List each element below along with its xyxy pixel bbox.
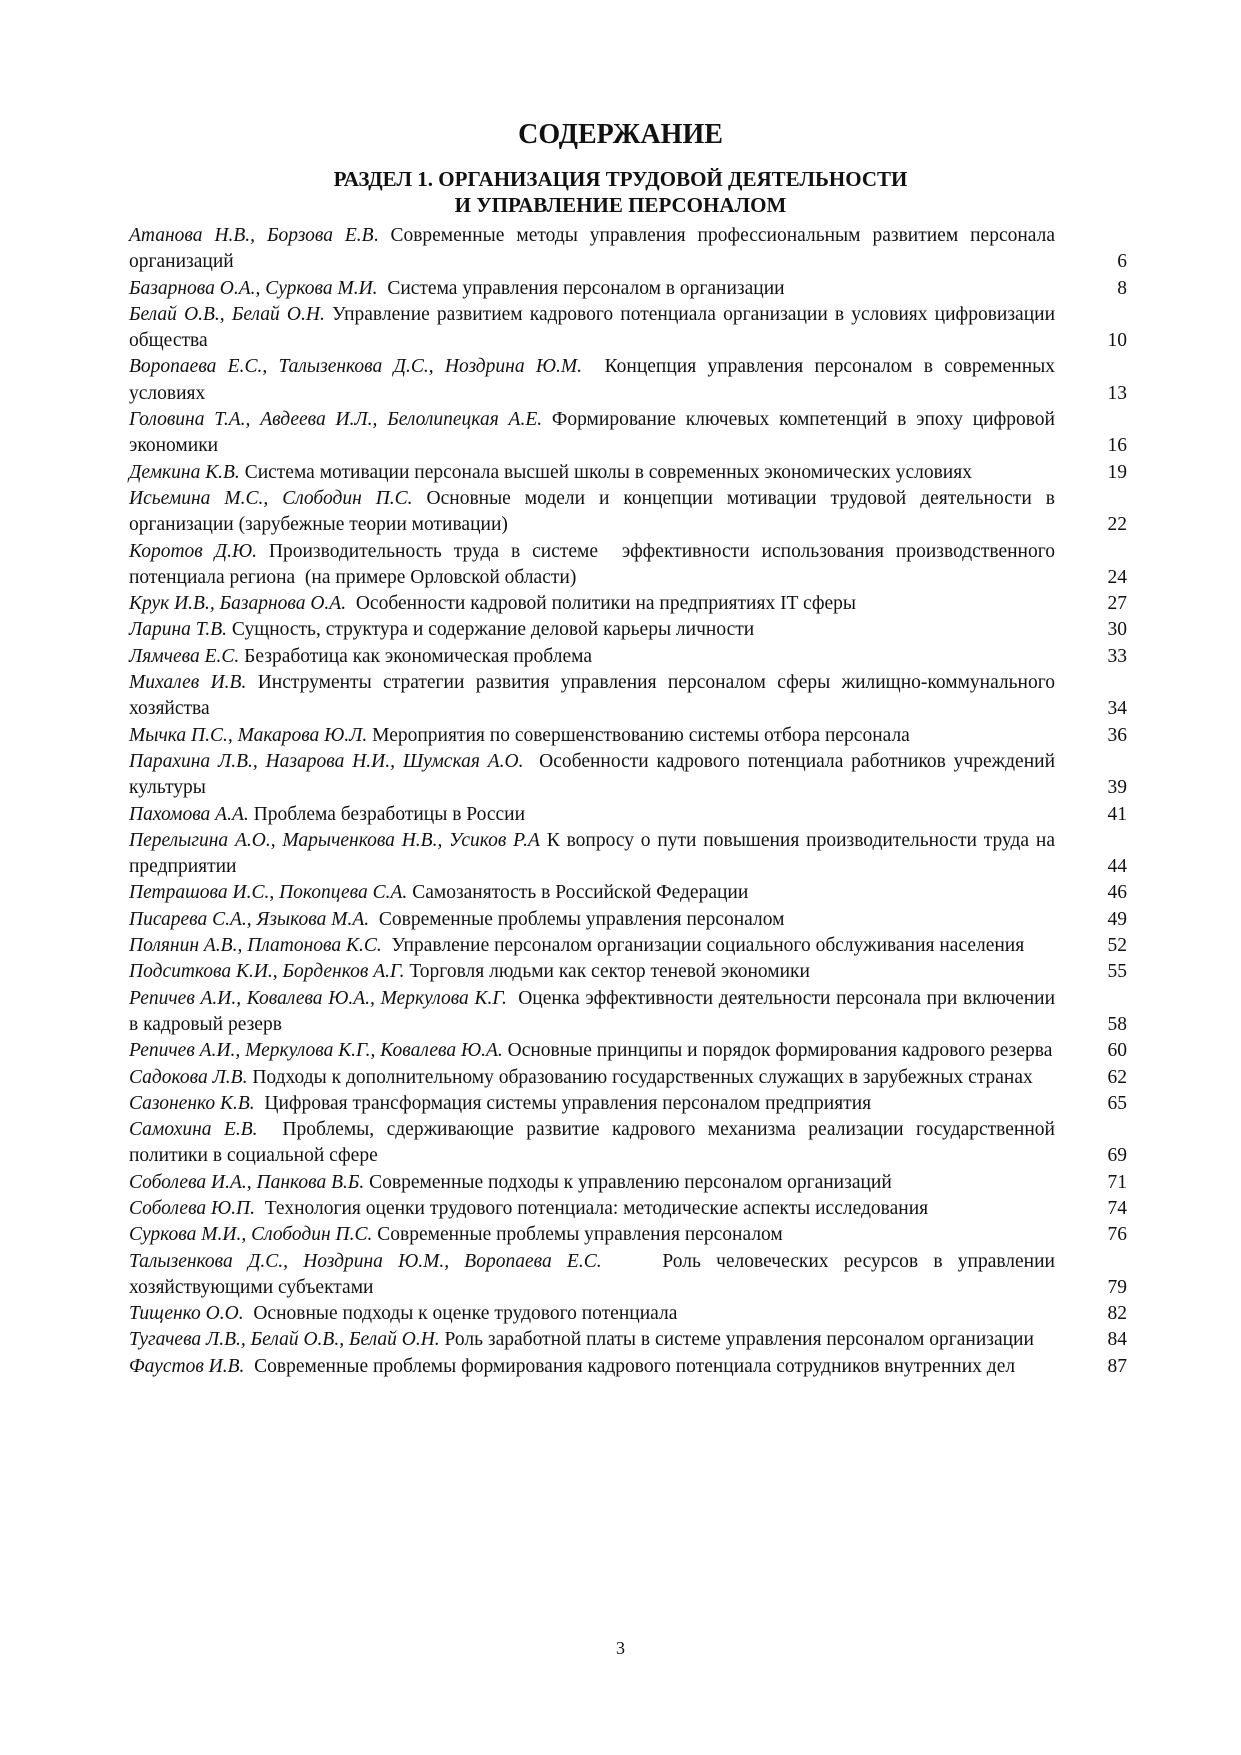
toc-entry-title: Мероприятия по совершенствованию системы отбора персонала bbox=[367, 724, 910, 746]
toc-entry-title: Основные принципы и порядок формирования кадрового резерва bbox=[502, 1040, 1053, 1062]
toc-entry bbox=[129, 591, 1127, 617]
toc-entry-title: Концепция управления персоналом в современных условиях bbox=[129, 356, 1060, 404]
toc-entry-text bbox=[129, 617, 1055, 643]
toc-entry-authors: Писарева С.А., Языкова М.А. bbox=[129, 908, 370, 930]
toc-entry-title: Сущность, структура и содержание деловой карьеры личности bbox=[227, 619, 755, 641]
toc-entry-authors: Базарнова О.А., Суркова М.И. bbox=[129, 277, 378, 299]
toc-entry-page: 82 bbox=[1107, 1303, 1127, 1325]
toc-entry-title: Торговля людьми как сектор теневой экономики bbox=[404, 961, 810, 983]
toc-entry-text bbox=[129, 1196, 1055, 1222]
toc-entry-page: 46 bbox=[1107, 882, 1127, 904]
toc-entry bbox=[129, 617, 1127, 643]
toc-entry-text bbox=[129, 959, 1055, 985]
toc-entry bbox=[129, 933, 1127, 959]
toc-entry-title: Особенности кадрового потенциала работников учреждений культуры bbox=[129, 750, 1060, 799]
toc-entry-page: 34 bbox=[1107, 698, 1127, 720]
toc-entry-title: Управление персоналом организации социального обслуживания населения bbox=[381, 935, 1025, 957]
toc-entry-authors: Подситкова К.И., Борденков А.Г. bbox=[129, 961, 405, 983]
section-heading-line-1: РАЗДЕЛ 1. ОРГАНИЗАЦИЯ ТРУДОВОЙ ДЕЯТЕЛЬНОСТИ bbox=[333, 167, 908, 191]
toc-entry-title: Основные модели и концепции мотивации трудовой деятельности в организации (зарубежные теории мотивации) bbox=[129, 487, 1060, 536]
toc-entry bbox=[129, 407, 1127, 460]
toc-entry-authors: Мычка П.С., Макарова Ю.Л. bbox=[129, 724, 368, 746]
toc-entry-title: Самозанятость в Российской Федерации bbox=[407, 882, 749, 904]
toc-entry-text bbox=[129, 1327, 1055, 1353]
toc-entry-authors: Тищенко О.О. bbox=[129, 1303, 244, 1325]
toc-entry-page: 39 bbox=[1107, 777, 1127, 799]
toc-entry-title: Современные подходы к управлению персоналом организаций bbox=[364, 1171, 892, 1193]
page-title: СОДЕРЖАНИЕ bbox=[518, 119, 723, 150]
toc-entry bbox=[129, 486, 1127, 539]
toc-entry-text bbox=[129, 407, 1060, 460]
toc-entry-page: 13 bbox=[1107, 382, 1127, 404]
toc-entry-page: 74 bbox=[1107, 1197, 1127, 1219]
toc-entry-text bbox=[129, 986, 1060, 1039]
toc-entry bbox=[129, 959, 1127, 985]
toc-entry-authors: Садокова Л.В. bbox=[129, 1066, 248, 1088]
toc-entry-text bbox=[129, 933, 1055, 959]
toc-entry-authors: Перелыгина А.О., Марыченкова Н.В., Усиков Р.А bbox=[129, 829, 540, 851]
toc-entry-text bbox=[129, 486, 1060, 539]
toc-entry bbox=[129, 1327, 1127, 1353]
toc-entry-title: Роль человеческих ресурсов в управлении хозяйствующими субъектами bbox=[129, 1250, 1060, 1298]
toc-entry-text bbox=[129, 223, 1060, 276]
toc-entry bbox=[129, 223, 1127, 276]
toc-entry-text bbox=[129, 723, 1055, 749]
toc-entry-text bbox=[129, 1301, 1055, 1327]
toc-entry bbox=[129, 723, 1127, 749]
toc-entry-title: Современные проблемы управления персоналом bbox=[372, 1224, 783, 1246]
toc-entry-page: 84 bbox=[1107, 1329, 1127, 1351]
toc-entry-authors: Полянин А.В., Платонова К.С. bbox=[129, 935, 382, 957]
toc-entry-authors: Исьемина М.С., Слободин П.С. bbox=[129, 487, 413, 509]
toc-entry-page: 58 bbox=[1107, 1013, 1127, 1035]
toc-entry-page: 27 bbox=[1107, 593, 1127, 615]
toc-entry-page: 16 bbox=[1107, 435, 1127, 457]
toc-entry-authors: Воропаева Е.С., Талызенкова Д.С., Ноздрина Ю.М. bbox=[129, 356, 583, 378]
toc-entry-authors: Белай О.В., Белай О.Н. bbox=[129, 303, 325, 325]
toc-entry-page: 76 bbox=[1107, 1224, 1127, 1246]
toc-entry bbox=[129, 354, 1127, 407]
toc-entry-text bbox=[129, 1117, 1060, 1170]
toc-entry-text bbox=[129, 644, 1055, 670]
toc-entry-text bbox=[129, 802, 1055, 828]
toc-entry-text bbox=[129, 276, 1055, 302]
toc-entry-text bbox=[129, 880, 1055, 906]
toc-entry-authors: Демкина К.В. bbox=[129, 461, 240, 483]
toc-entry bbox=[129, 1354, 1127, 1380]
toc-entry bbox=[129, 460, 1127, 486]
toc-entry-title: Безработица как экономическая проблема bbox=[239, 645, 592, 667]
toc-entry-text bbox=[129, 1065, 1055, 1091]
toc-entry-authors: Петрашова И.С., Покопцева С.А. bbox=[129, 882, 408, 904]
toc-entry-authors: Головина Т.А., Авдеева И.Л., Белолипецкая А.Е. bbox=[129, 409, 543, 431]
toc-entry-authors: Самохина Е.В. bbox=[129, 1119, 258, 1141]
toc-entry-page: 6 bbox=[1117, 251, 1127, 273]
toc-entry-title: Проблема безработицы в России bbox=[248, 803, 526, 825]
toc-entry-authors: Атанова Н.В., Борзова Е.В bbox=[129, 225, 374, 246]
toc-entry-text bbox=[129, 302, 1060, 355]
toc-entry-authors: Талызенкова Д.С., Ноздрина Ю.М., Воропаева Е.С. bbox=[129, 1250, 602, 1272]
toc-entry-page: 44 bbox=[1107, 856, 1127, 878]
toc-entry-title: Система управления персоналом в организации bbox=[377, 277, 785, 299]
toc-entry-page: 79 bbox=[1107, 1276, 1127, 1298]
toc-entry-title: Подходы к дополнительному образованию государственных служащих в зарубежных странах bbox=[247, 1066, 1033, 1088]
toc-entry-authors: Коротов Д.Ю. bbox=[129, 540, 257, 562]
table-of-contents bbox=[129, 223, 1127, 1380]
toc-entry-page: 33 bbox=[1107, 645, 1127, 667]
toc-entry-text bbox=[129, 354, 1060, 407]
section-heading-line-2: И УПРАВЛЕНИЕ ПЕРСОНАЛОМ bbox=[454, 193, 787, 217]
toc-entry-title: Роль заработной платы в системе управления персоналом организации bbox=[439, 1329, 1034, 1351]
toc-entry-title: Особенности кадровой политики на предприятиях IT сферы bbox=[346, 593, 857, 615]
toc-entry-authors: Парахина Л.В., Назарова Н.И., Шумская А.О. bbox=[129, 750, 524, 772]
toc-entry-text bbox=[129, 828, 1060, 881]
toc-entry-page: 8 bbox=[1117, 277, 1127, 299]
toc-entry-page: 69 bbox=[1107, 1145, 1127, 1167]
toc-entry bbox=[129, 1196, 1127, 1222]
toc-entry bbox=[129, 907, 1127, 933]
toc-entry bbox=[129, 644, 1127, 670]
toc-entry-authors: Соболева И.А., Панкова В.Б. bbox=[129, 1171, 365, 1193]
toc-entry bbox=[129, 802, 1127, 828]
toc-entry-title: Формирование ключевых компетенций в эпоху цифровой экономики bbox=[129, 409, 1060, 457]
toc-entry-title: Современные проблемы управления персоналом bbox=[369, 908, 785, 930]
toc-entry-page: 65 bbox=[1107, 1092, 1127, 1114]
toc-entry-page: 60 bbox=[1107, 1040, 1127, 1062]
page-number: 3 bbox=[616, 1638, 625, 1658]
toc-entry-title: Современные проблемы формирования кадрового потенциала сотрудников внутренних дел bbox=[244, 1355, 1016, 1377]
toc-entry-authors: Тугачева Л.В., Белай О.В., Белай О.Н. bbox=[129, 1329, 440, 1351]
toc-entry bbox=[129, 880, 1127, 906]
toc-entry bbox=[129, 302, 1127, 355]
toc-entry bbox=[129, 749, 1127, 802]
toc-entry-text bbox=[129, 1091, 1055, 1117]
toc-entry-page: 71 bbox=[1107, 1171, 1127, 1193]
toc-entry-text bbox=[129, 749, 1060, 802]
toc-entry-title: Производительность труда в системе эффективности использования производственного потенциала региона (на примере Орловской области) bbox=[129, 540, 1060, 588]
toc-entry-page: 36 bbox=[1107, 724, 1127, 746]
toc-entry-authors: Сазоненко К.В. bbox=[129, 1092, 255, 1114]
toc-entry-authors: Репичев А.И., Меркулова К.Г., Ковалева Ю.А. bbox=[129, 1040, 503, 1062]
toc-entry-page: 41 bbox=[1107, 803, 1127, 825]
toc-entry bbox=[129, 1065, 1127, 1091]
toc-entry bbox=[129, 1222, 1127, 1248]
toc-entry-title: Проблемы, сдерживающие развитие кадрового механизма реализации государственной политики в социальной сфере bbox=[129, 1119, 1060, 1167]
toc-entry-authors: Репичев А.И., Ковалева Ю.А., Меркулова К.Г. bbox=[129, 987, 507, 1009]
toc-entry-text bbox=[129, 591, 1055, 617]
toc-entry bbox=[129, 1117, 1127, 1170]
toc-entry-text bbox=[129, 670, 1060, 723]
toc-entry bbox=[129, 670, 1127, 723]
toc-entry-title: Основные подходы к оценке трудового потенциала bbox=[243, 1303, 678, 1325]
toc-entry-text bbox=[129, 460, 1055, 486]
toc-entry-text bbox=[129, 539, 1060, 592]
toc-entry bbox=[129, 1038, 1127, 1064]
toc-entry-title: Система мотивации персонала высшей школы в современных экономических условиях bbox=[239, 461, 972, 483]
toc-entry bbox=[129, 1170, 1127, 1196]
toc-entry bbox=[129, 828, 1127, 881]
toc-entry bbox=[129, 539, 1127, 592]
toc-entry-text bbox=[129, 1222, 1055, 1248]
toc-entry-text bbox=[129, 1249, 1060, 1302]
toc-entry-authors: Пахомова А.А. bbox=[129, 803, 249, 825]
toc-entry-page: 10 bbox=[1107, 330, 1127, 352]
toc-entry-authors: Фаустов И.В. bbox=[129, 1355, 245, 1377]
toc-entry-text bbox=[129, 1038, 1055, 1064]
toc-entry-title: Управление развитием кадрового потенциала организации в условиях цифровизации общества bbox=[129, 303, 1060, 352]
toc-entry-page: 87 bbox=[1107, 1355, 1127, 1377]
toc-entry-page: 52 bbox=[1107, 935, 1127, 957]
toc-entry bbox=[129, 1091, 1127, 1117]
toc-entry bbox=[129, 986, 1127, 1039]
toc-entry-title: . Современные методы управления профессиональным развитием персонала организаций bbox=[129, 225, 1060, 273]
toc-entry bbox=[129, 1301, 1127, 1327]
toc-entry-text bbox=[129, 1354, 1055, 1380]
toc-entry-page: 55 bbox=[1107, 961, 1127, 983]
toc-entry-title: Технология оценки трудового потенциала: методические аспекты исследования bbox=[255, 1197, 929, 1219]
toc-entry-title: К вопросу о пути повышения производительности труда на предприятии bbox=[129, 829, 1060, 878]
toc-entry-page: 49 bbox=[1107, 908, 1127, 930]
toc-entry-page: 30 bbox=[1107, 619, 1127, 641]
section-heading bbox=[0, 166, 1241, 218]
toc-entry-page: 22 bbox=[1107, 514, 1127, 536]
toc-entry-authors: Суркова М.И., Слободин П.С. bbox=[129, 1224, 373, 1246]
toc-entry-page: 19 bbox=[1107, 461, 1127, 483]
toc-entry-authors: Михалев И.В. bbox=[129, 672, 247, 694]
toc-entry-page: 24 bbox=[1107, 566, 1127, 588]
toc-entry bbox=[129, 276, 1127, 302]
toc-entry-title: Оценка эффективности деятельности персонала при включении в кадровый резерв bbox=[129, 987, 1060, 1035]
toc-entry-title: Цифровая трансформация системы управления персоналом предприятия bbox=[254, 1092, 872, 1114]
toc-entry-authors: Крук И.В., Базарнова О.А. bbox=[129, 593, 347, 615]
toc-entry-text bbox=[129, 907, 1055, 933]
toc-entry-authors: Лямчева Е.С. bbox=[129, 645, 240, 667]
toc-entry bbox=[129, 1249, 1127, 1302]
toc-entry-authors: Соболева Ю.П. bbox=[129, 1197, 256, 1219]
toc-entry-text bbox=[129, 1170, 1055, 1196]
toc-entry-page: 62 bbox=[1107, 1066, 1127, 1088]
toc-entry-title: Инструменты стратегии развития управления персоналом сферы жилищно-коммунального хозяйства bbox=[129, 672, 1060, 720]
toc-entry-authors: Ларина Т.В. bbox=[129, 619, 228, 641]
